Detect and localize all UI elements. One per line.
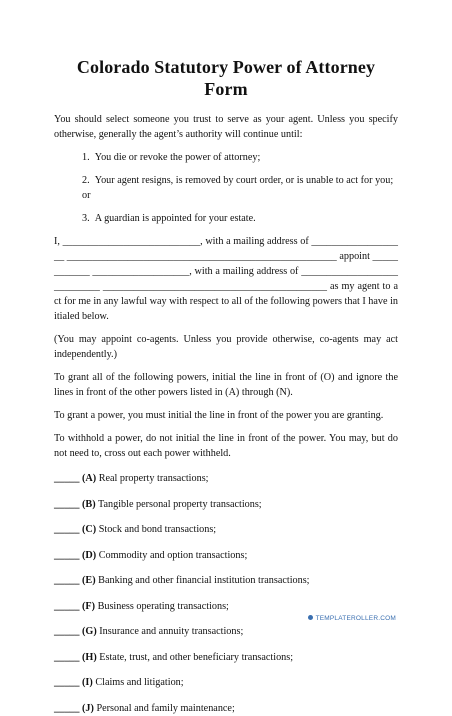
list-item: 2. Your agent resigns, is removed by court order, or is unable to act for you; or — [82, 175, 394, 201]
grant-all-paragraph: To grant all of the following powers, initial the line in front of (O) and ignore the lines in front of the other powers listed in (A) through (N). — [54, 372, 398, 398]
page-title: Colorado Statutory Power of Attorney Form — [76, 57, 376, 99]
grant-power-paragraph: To grant a power, you must initial the line in front of the power you are granting. — [54, 410, 384, 421]
conditions-list — [54, 150, 398, 226]
power-item: _____ (D) Commodity and option transactions; — [54, 549, 248, 561]
intro-paragraph: You should select someone you trust to serve as your agent. Unless you specify otherwise, generally the agent’s authority will continue until: — [54, 114, 398, 140]
power-item: _____ (J) Personal and family maintenance; — [54, 702, 235, 714]
initial-line[interactable]: _____ — [54, 549, 80, 561]
agent-designation-paragraph: I, ___________________________, with a mailing address of ___________________ _____________________________________________________ appoint ____________ ___________________, with a mailing address of ____________________________ ____________________________________________ as my agent to act for me in any lawful way with respect to all of the following powers that I have initialed below. — [54, 236, 399, 322]
footer-brand[interactable] — [308, 615, 396, 622]
footer-link[interactable]: TEMPLATEROLLER.COM — [315, 615, 396, 622]
powers-list — [54, 471, 398, 716]
power-item: _____ (F) Business operating transactions; — [54, 600, 229, 612]
withhold-paragraph: To withhold a power, do not initial the line in front of the power. You may, but do not need to, cross out each power withheld. — [54, 433, 398, 459]
power-item: _____ (I) Claims and litigation; — [54, 677, 184, 688]
list-item: 3. A guardian is appointed for your estate. — [82, 213, 256, 224]
initial-line[interactable]: _____ — [54, 575, 80, 586]
initial-line[interactable]: _____ — [54, 651, 80, 663]
initial-line[interactable]: _____ — [54, 626, 80, 637]
initial-line[interactable]: _____ — [54, 473, 80, 484]
power-item: _____ (B) Tangible personal property transactions; — [54, 498, 262, 510]
coagents-paragraph: (You may appoint co-agents. Unless you provide otherwise, co-agents may act independently.) — [54, 334, 398, 360]
power-item: _____ (H) Estate, trust, and other beneficiary transactions; — [54, 651, 294, 663]
list-item: 1. You die or revoke the power of attorney; — [82, 152, 261, 163]
initial-line[interactable]: _____ — [54, 498, 80, 510]
initial-line[interactable]: _____ — [54, 677, 80, 688]
initial-line[interactable]: _____ — [54, 524, 80, 535]
initial-line[interactable]: _____ — [54, 702, 80, 714]
initial-line[interactable]: _____ — [54, 600, 80, 612]
power-item: _____ (A) Real property transactions; — [54, 473, 209, 484]
power-item: _____ (C) Stock and bond transactions; — [54, 524, 217, 535]
power-item: _____ (E) Banking and other financial institution transactions; — [54, 575, 310, 586]
brand-dot-icon — [308, 615, 313, 620]
power-item: _____ (G) Insurance and annuity transactions; — [54, 626, 244, 637]
